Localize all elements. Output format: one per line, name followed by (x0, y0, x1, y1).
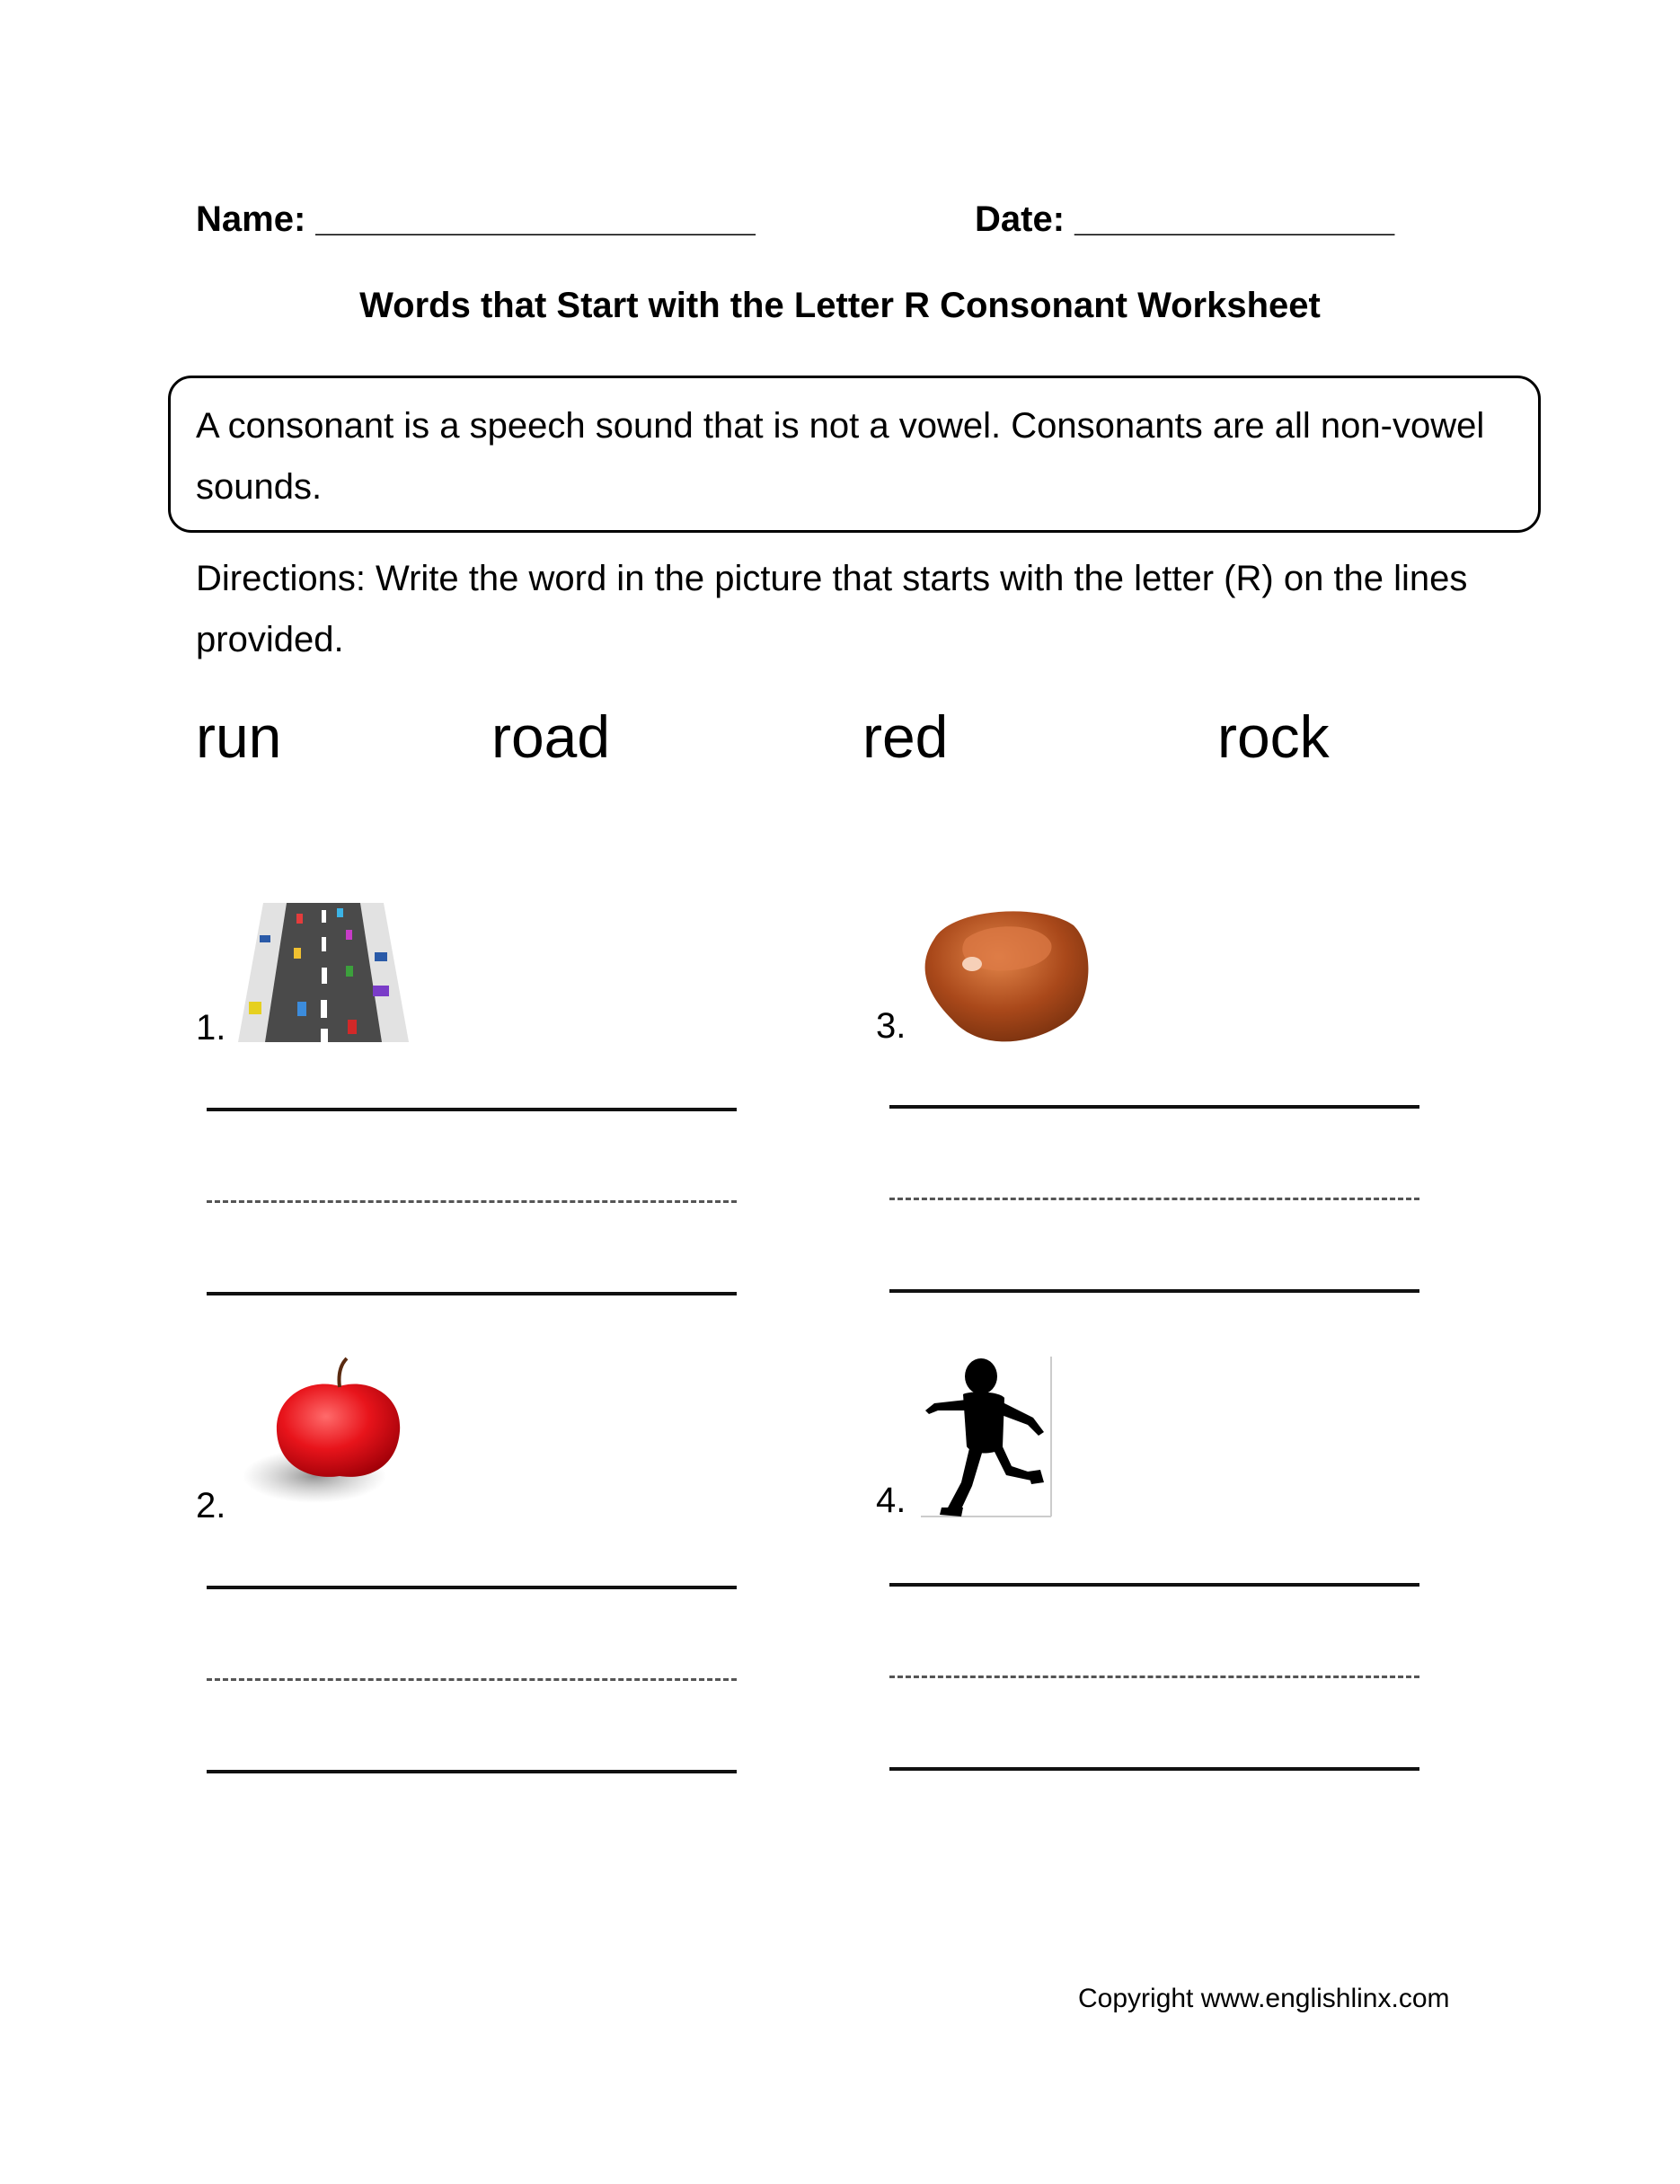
answer-line-solid[interactable] (889, 1767, 1419, 1771)
road-icon (238, 903, 409, 1042)
item-number: 2. (196, 1486, 226, 1525)
word-bank-item: run (196, 703, 282, 770)
date-field-label: Date: ________________ (975, 199, 1395, 239)
item-number: 1. (196, 1008, 226, 1048)
answer-line-solid[interactable] (207, 1108, 737, 1111)
word-bank-item: road (491, 703, 611, 770)
answer-line-solid[interactable] (889, 1289, 1419, 1293)
rock-icon (916, 903, 1092, 1047)
answer-line-dashed[interactable] (889, 1676, 1419, 1678)
item-number: 3. (876, 1006, 906, 1046)
running-boy-icon (916, 1357, 1056, 1518)
item-number: 4. (876, 1481, 906, 1520)
apple-icon (243, 1355, 413, 1508)
answer-line-dashed[interactable] (207, 1678, 737, 1681)
answer-line-dashed[interactable] (889, 1198, 1419, 1200)
worksheet-title: Words that Start with the Letter R Consonant Worksheet (359, 286, 1321, 325)
answer-line-solid[interactable] (207, 1586, 737, 1589)
answer-line-solid[interactable] (889, 1105, 1419, 1109)
answer-line-dashed[interactable] (207, 1200, 737, 1203)
copyright-text: Copyright www.englishlinx.com (1078, 1984, 1450, 2013)
directions-text: Directions: Write the word in the picture that starts with the letter (R) on the lines provided. (196, 559, 1468, 659)
answer-line-solid[interactable] (207, 1770, 737, 1773)
answer-line-solid[interactable] (889, 1583, 1419, 1587)
name-field-label: Name: ______________________ (196, 199, 756, 239)
answer-line-solid[interactable] (207, 1292, 737, 1295)
word-bank-item: rock (1217, 703, 1330, 770)
word-bank-item: red (862, 703, 949, 770)
definition-text: A consonant is a speech sound that is not a vowel. Consonants are all non-vowel sounds. (196, 406, 1485, 507)
